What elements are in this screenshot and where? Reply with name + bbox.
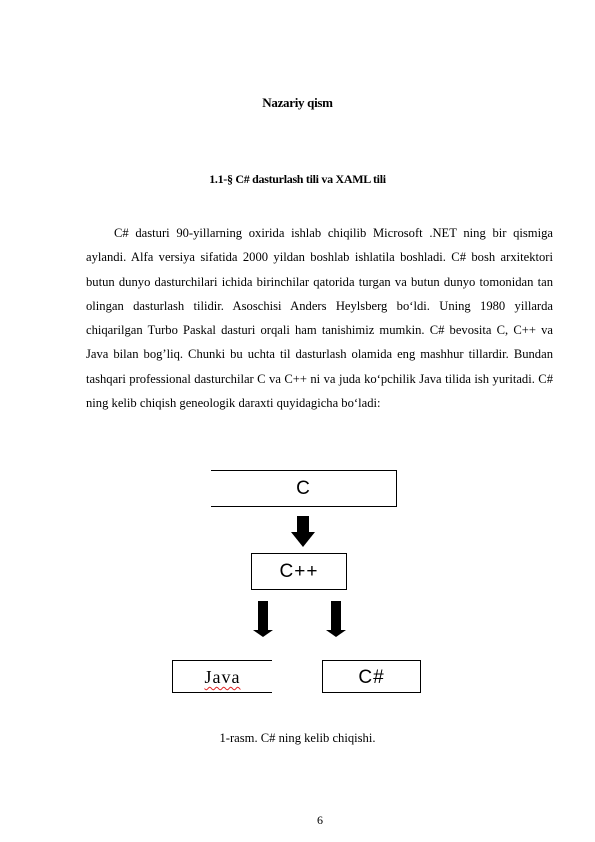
arrow-down-icon [291,516,315,548]
figure-caption: 1-rasm. C# ning kelib chiqishi. [219,731,376,745]
node-java-label: Java [204,667,241,687]
page-number: 6 [317,813,323,827]
body-paragraph: C# dasturi 90-yillarning oxirida ishlab chiqilib Microsoft .NET ning bir qismiga aylandi. Alfa versiya sifatida 2000 yildan boshlab ishlatila boshladi. C# bosh arxitektori butun dunyo dasturchilari ichida birinchilar qatorida turgan va butun dunyo tomonidan tan olingan dasturlash tilidir. Asoschisi Anders Heylsberg bo‘ldi. Uning 1980 yillarda chiqarilgan Turbo Paskal dasturi orqali ham tanishimiz mumkin. C# bevosita C, C++ va Java bilan bog’liq. Chunki bu uchta til dasturlash olamida eng mashhur tillardir. Bundan tashqari professional dasturchilar C va C++ ni va juda ko‘pchilik Java tilida ish yuritadi. C# ning kelib chiqish geneologik daraxti quyidagicha bo‘ladi: [86,226,553,411]
node-cpp: C++ [251,553,347,590]
page-title: Nazariy qism [262,95,333,110]
section-heading: 1.1-§ C# dasturlash tili va XAML tili [209,172,386,186]
arrow-down-icon [326,601,346,638]
node-c: C [211,470,397,507]
node-csharp: C# [322,660,421,693]
arrow-down-icon [253,601,273,638]
node-java [172,660,272,693]
